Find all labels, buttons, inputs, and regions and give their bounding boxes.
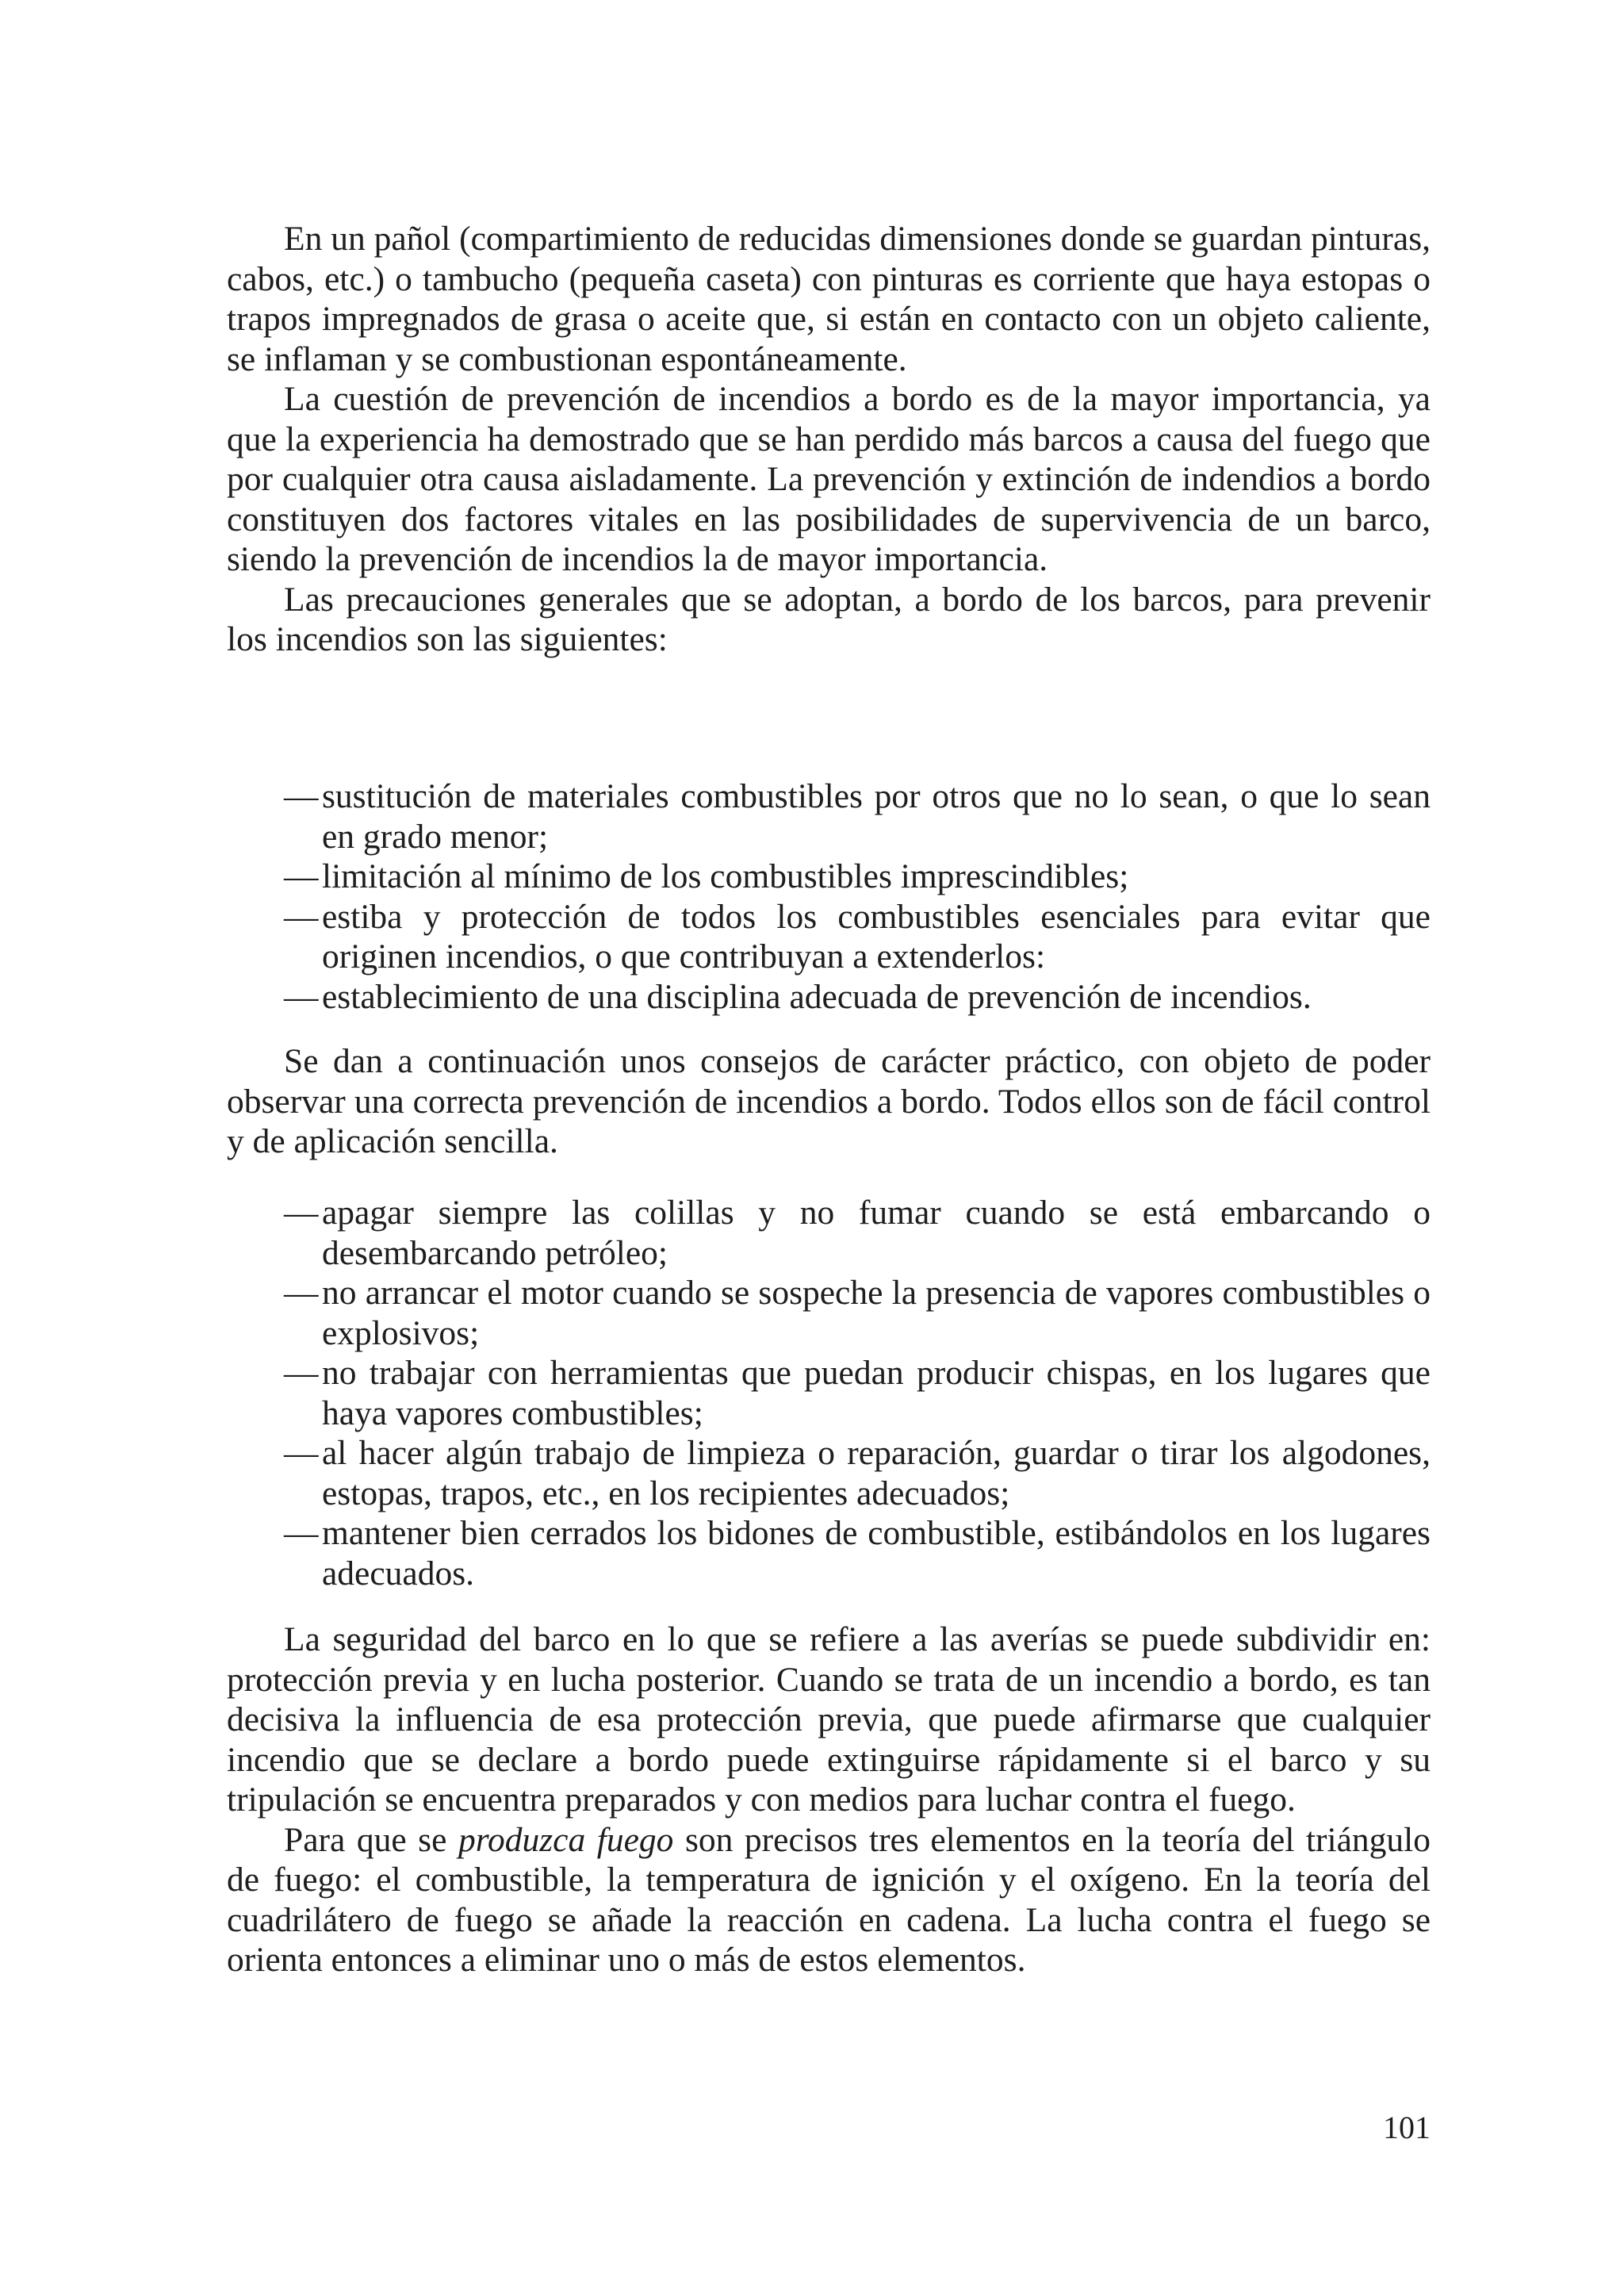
list-item: — mantener bien cerrados los bidones de combustible, estibándolos en los lugares adecuados. bbox=[284, 1514, 1431, 1593]
text-block-intro bbox=[227, 219, 1431, 660]
list-item: — sustitución de materiales combustibles por otros que no lo sean, o que lo sean en grado menor; bbox=[284, 777, 1431, 856]
paragraph-prevencion-importancia: La cuestión de prevención de incendios a bordo es de la mayor importancia, ya que la experiencia ha demostrado que se han perdido más barcos a causa del fuego que por cualquier otra causa aisladamente. La prevención y extinción de indendios a bordo constituyen dos factores vitales en las posibilidades de supervivencia de un barco, siendo la prevención de incendios la de mayor importancia. bbox=[227, 380, 1431, 578]
list-dash: — bbox=[284, 1354, 319, 1392]
text-block-seguridad bbox=[227, 1619, 1431, 1980]
emphasis-produzca-fuego: produzca fuego bbox=[458, 1820, 674, 1859]
list-dash: — bbox=[284, 857, 319, 895]
list-item: — limitación al mínimo de los combustibles imprescindibles; bbox=[284, 857, 1129, 895]
list-item: — apagar siempre las colillas y no fumar cuando se está embarcando o desembarcando petróleo; bbox=[284, 1194, 1431, 1272]
list-item: — establecimiento de una disciplina adecuada de prevención de incendios. bbox=[284, 977, 1312, 1016]
list-item: — no arrancar el motor cuando se sospeche la presencia de vapores combustibles o explosivos; bbox=[284, 1274, 1431, 1352]
paragraph-seguridad-barco: La seguridad del barco en lo que se refiere a las averías se puede subdividir en: protección previa y en lucha posterior. Cuando se trata de un incendio a bordo, es tan decisiva la influencia de esa protección previa, que puede afirmarse que cualquier incendio que se declare a bordo puede extinguirse rápidamente si el barco y su tripulación se encuentra preparados y con medios para luchar contra el fuego. bbox=[227, 1620, 1431, 1819]
list-item: — estiba y protección de todos los combustibles esenciales para evitar que originen incendios, o que contribuyan a extenderlos: bbox=[284, 897, 1431, 976]
list-dash: — bbox=[284, 1434, 319, 1472]
list-dash: — bbox=[284, 777, 319, 815]
list-dash: — bbox=[284, 1194, 319, 1232]
paragraph-precauciones-generales: Las precauciones generales que se adoptan, a bordo de los barcos, para prevenir los incendios son las siguientes: bbox=[227, 580, 1431, 658]
list-dash: — bbox=[284, 1274, 319, 1312]
document-page bbox=[227, 0, 1431, 2296]
precautions-list bbox=[284, 776, 1431, 1017]
paragraph-panol: En un pañol (compartimiento de reducidas dimensiones donde se guardan pinturas, cabos, etc.) o tambucho (pequeña caseta) con pinturas es corriente que haya estopas o trapos impregnados de grasa o aceite que, si están en contacto con un objeto caliente, se inflaman y se combustionan espontáneamente. bbox=[227, 220, 1431, 378]
text-block-consejos bbox=[227, 1041, 1431, 1162]
paragraph-produzca-fuego: Para que se produzca fuego son precisos tres elementos en la teoría del triángulo de fuego: el combustible, la temperatura de ignición y el oxígeno. En la teoría del cuadrilátero de fuego se añade la reacción en cadena. La lucha contra el fuego se orienta entonces a eliminar uno o más de estos elementos. bbox=[227, 1820, 1431, 1979]
list-item: — al hacer algún trabajo de limpieza o reparación, guardar o tirar los algodones, estopas, trapos, etc., en los recipientes adecuados; bbox=[284, 1434, 1431, 1512]
list-dash: — bbox=[284, 897, 319, 936]
list-dash: — bbox=[284, 977, 319, 1016]
page-number: 101 bbox=[1383, 2110, 1431, 2145]
list-item: — no trabajar con herramientas que puedan producir chispas, en los lugares que haya vapores combustibles; bbox=[284, 1354, 1431, 1432]
paragraph-consejos: Se dan a continuación unos consejos de carácter práctico, con objeto de poder observar una correcta prevención de incendios a bordo. Todos ellos son de fácil control y de aplicación sencilla. bbox=[227, 1042, 1431, 1160]
list-dash: — bbox=[284, 1514, 319, 1552]
advice-list bbox=[284, 1193, 1431, 1593]
